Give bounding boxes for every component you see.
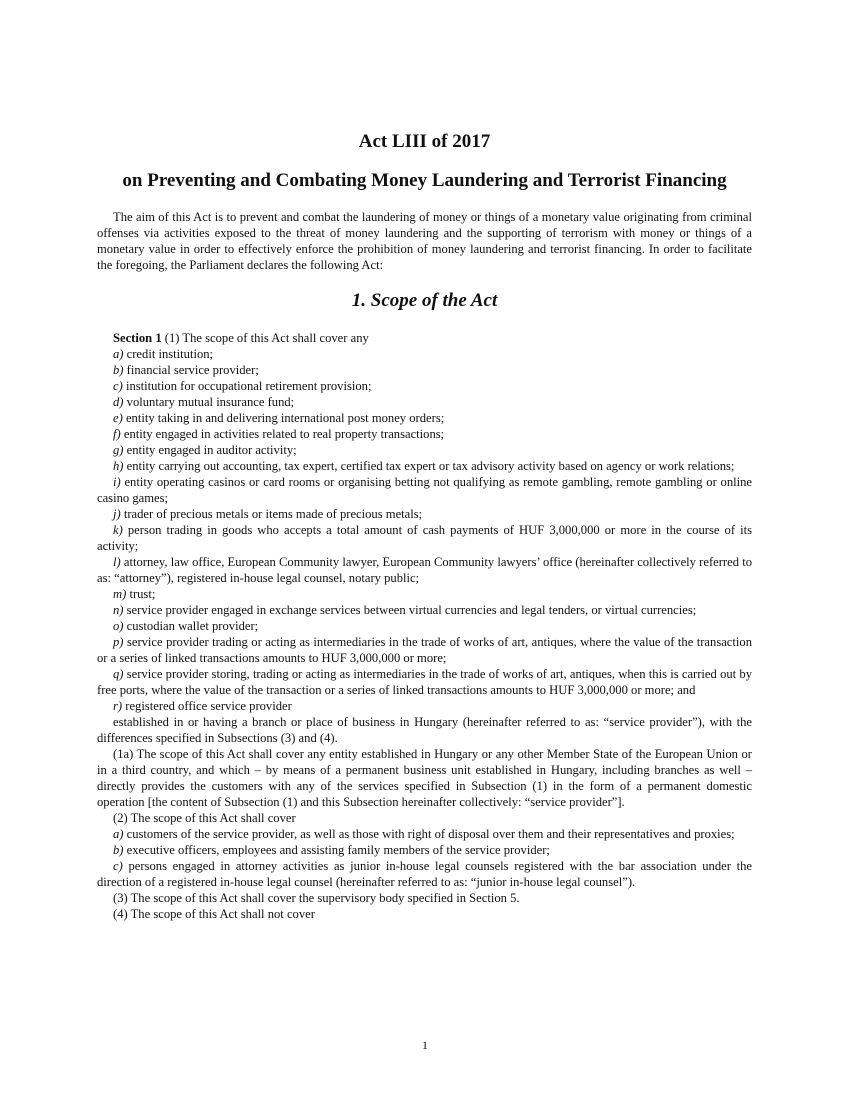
item-marker: c) <box>113 859 123 873</box>
item-marker: b) <box>113 363 124 377</box>
section-1 <box>97 330 752 922</box>
item-text: financial service provider; <box>123 363 259 377</box>
item-marker: c) <box>113 379 123 393</box>
item-text: entity taking in and delivering international post money orders; <box>122 411 445 425</box>
list-item <box>97 426 752 442</box>
list-item <box>97 346 752 362</box>
list-item <box>97 458 752 474</box>
chapter-heading: 1. Scope of the Act <box>351 290 498 311</box>
paragraph-4: (4) The scope of this Act shall not cover <box>113 907 315 921</box>
list-item <box>97 618 752 634</box>
item-marker: r) <box>113 699 123 713</box>
page-number: 1 <box>422 1038 428 1052</box>
list-item <box>97 826 752 842</box>
item-text: trust; <box>126 587 156 601</box>
list-item <box>97 842 752 858</box>
item-marker: a) <box>113 827 124 841</box>
item-text: service provider storing, trading or acting as intermediaries in the trade of works of art, antiques, when this is carried out by free ports, where the value of the transaction or a series of linked transactions amounts to HUF 3,000,000 or more; and <box>97 667 752 697</box>
item-marker: a) <box>113 347 124 361</box>
item-text: voluntary mutual insurance fund; <box>123 395 295 409</box>
item-marker: p) <box>113 635 124 649</box>
list-item <box>97 442 752 458</box>
item-text: entity carrying out accounting, tax expert, certified tax expert or tax advisory activity based on agency or work relations; <box>123 459 735 473</box>
section-1-intro <box>97 330 752 346</box>
item-marker: l) <box>113 555 121 569</box>
item-text: executive officers, employees and assisting family members of the service provider; <box>123 843 550 857</box>
act-title: Act LIII of 2017 <box>358 131 491 152</box>
list-item <box>97 858 752 890</box>
list-item <box>97 362 752 378</box>
item-marker: m) <box>113 587 127 601</box>
item-marker: i) <box>113 475 121 489</box>
item-marker: j) <box>113 507 121 521</box>
section-intro-text: (1) The scope of this Act shall cover any <box>161 331 369 345</box>
list-item <box>97 522 752 554</box>
list-item <box>97 634 752 666</box>
item-text: entity engaged in auditor activity; <box>123 443 297 457</box>
item-text: service provider trading or acting as intermediaries in the trade of works of art, antiques, where the value of the transaction or a series of linked transactions amounts to HUF 3,000,000 or more; <box>97 635 752 665</box>
item-marker: d) <box>113 395 124 409</box>
item-marker: f) <box>113 427 121 441</box>
item-text: entity operating casinos or card rooms or organising betting not qualifying as remote gambling, remote gambling or online casino games; <box>97 475 752 505</box>
preamble: The aim of this Act is to prevent and combat the laundering of money or things of a monetary value originating from criminal offenses via activities exposed to the threat of money laundering and the supporting of terrorism with money or things of a monetary value in order to effectively enforce the prohibition of money laundering and terrorist financing. In order to facilitate the foregoing, the Parliament declares the following Act: <box>97 210 752 272</box>
item-marker: e) <box>113 411 123 425</box>
item-marker: o) <box>113 619 124 633</box>
paragraph-established: established in or having a branch or place of business in Hungary (hereinafter referred to as: “service provider”), with the differences specified in Subsections (3) and (4). <box>97 715 752 745</box>
list-item <box>97 554 752 586</box>
item-text: person trading in goods who accepts a total amount of cash payments of HUF 3,000,000 or more in the course of its activity; <box>97 523 752 553</box>
act-subtitle: on Preventing and Combating Money Laundering and Terrorist Financing <box>122 170 727 191</box>
list-item <box>97 378 752 394</box>
item-text: custodian wallet provider; <box>123 619 259 633</box>
list-item <box>97 506 752 522</box>
item-text: credit institution; <box>123 347 214 361</box>
list-item <box>97 586 752 602</box>
item-marker: g) <box>113 443 124 457</box>
list-item <box>97 602 752 618</box>
item-text: institution for occupational retirement provision; <box>122 379 372 393</box>
paragraph-3: (3) The scope of this Act shall cover the supervisory body specified in Section 5. <box>113 891 520 905</box>
item-text: entity engaged in activities related to real property transactions; <box>120 427 445 441</box>
item-text: service provider engaged in exchange services between virtual currencies and legal tenders, or virtual currencies; <box>123 603 697 617</box>
item-text: customers of the service provider, as well as those with right of disposal over them and their representatives and proxies; <box>123 827 735 841</box>
paragraph-1a: (1a) The scope of this Act shall cover any entity established in Hungary or any other Member State of the European Union or in a third country, and which – by means of a permanent business unit established in Hungary, including branches as well – directly provides the customers with any of the services specified in Subsection (1) in the form of a permanent domestic operation [the content of Subsection (1) and this Subsection hereinafter collectively: “service provider”]. <box>97 747 752 809</box>
item-marker: h) <box>113 459 124 473</box>
item-marker: n) <box>113 603 124 617</box>
list-item <box>97 410 752 426</box>
item-marker: q) <box>113 667 124 681</box>
item-text: trader of precious metals or items made of precious metals; <box>120 507 423 521</box>
list-item <box>97 474 752 506</box>
item-marker: b) <box>113 843 124 857</box>
item-text: persons engaged in attorney activities as junior in-house legal counsels registered with the bar association under the direction of a registered in-house legal counsel (hereinafter referred to as: “junior in-house legal counsel”). <box>97 859 752 889</box>
list-item <box>97 394 752 410</box>
item-text: registered office service provider <box>122 699 292 713</box>
item-text: attorney, law office, European Community lawyer, European Community lawyers’ office (hereinafter collectively referred to as: “attorney”), registered in-house legal counsel, notary public; <box>97 555 752 585</box>
item-marker: k) <box>113 523 123 537</box>
paragraph-2: (2) The scope of this Act shall cover <box>113 811 296 825</box>
list-item <box>97 666 752 698</box>
section-label: Section 1 <box>113 331 162 345</box>
list-item <box>97 698 752 714</box>
